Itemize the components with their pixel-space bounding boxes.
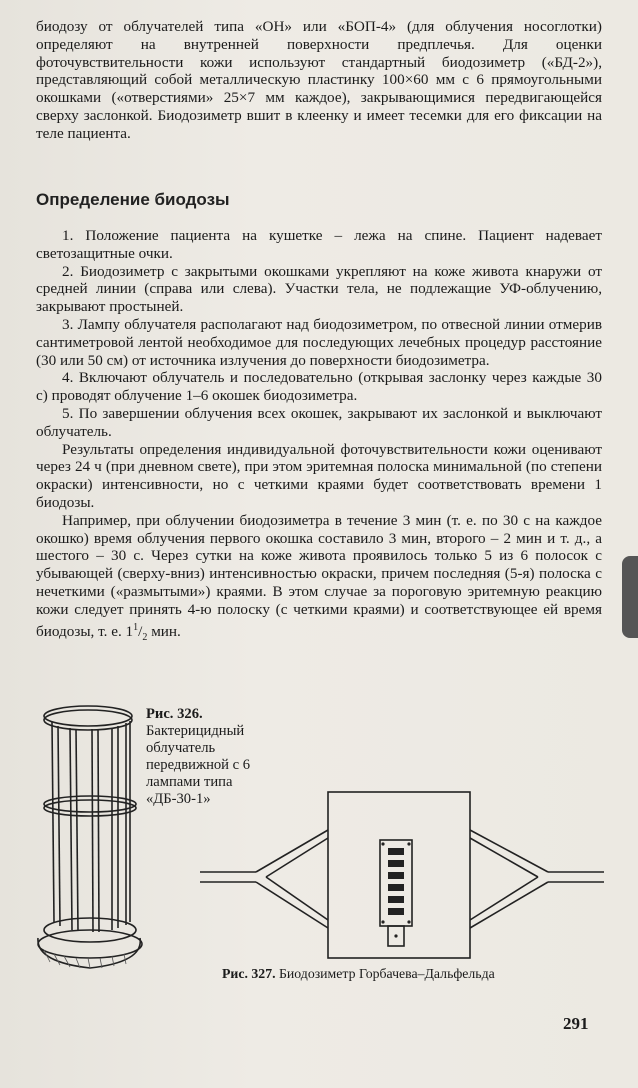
irradiator-illustration xyxy=(30,700,145,985)
step-2: 2. Биодозиметр с закрытыми окошками укрепляют на коже живота кнаружи от средней линии (справа или слева). Участки тела, не подлежащие УФ-облучению, закрывают простыней. xyxy=(36,262,602,316)
figure-327-text: Биодозиметр Горбачева–Дальфельда xyxy=(275,966,495,981)
example-text: Например, при облучении биодозиметра в течение 3 мин (т. е. по 30 с на каждое окошко) время облучения первого окошка составило 3 мин, второго – 2 мин и т. д., а шестого – 30 с. Через сутки на коже живота проявилось только 5 из 6 полосок с убывающей (сверху-вниз) интенсивностью окраски, причем последняя (5-я) полоска с нечеткими («размытыми») краями. В этом случае за пороговую эритемную реакцию кожи следует принять 4-ю полоску (с четкими краями) и соответствующее ей время биодозы, т. е. 1 xyxy=(36,511,602,640)
step-5: 5. По завершении облучения всех окошек, закрывают их заслонкой и выключают облучатель. xyxy=(36,404,602,440)
fraction-denominator: 2 xyxy=(142,631,148,643)
biodosimeter-illustration xyxy=(196,786,608,966)
page-number: 291 xyxy=(563,1014,589,1033)
book-edge-tab xyxy=(622,556,638,638)
intro-paragraph xyxy=(36,18,602,143)
fraction-numerator: 1 xyxy=(133,621,139,633)
results-paragraph: Результаты определения индивидуальной фоточувствительности кожи оценивают через 24 ч (при дневном свете), при этом эритемная полоска минимальной (по степени окраски) интенсивности, но с четкими краями будет соответствовать времени 1 биодозы. xyxy=(36,440,602,511)
figure-327-caption xyxy=(222,966,582,982)
step-3: 3. Лампу облучателя располагают над биодозиметром, по отвесной линии отмерив сантиметровой лентой необходимое для последующих лечебных процедур расстояние (30 или 50 см) от источника излучения до поверхности биодозиметра. xyxy=(36,315,602,369)
figure-326-text: Бактерицидный облучатель передвижной с 6 лампами типа «ДБ-30-1» xyxy=(146,723,251,807)
figure-327-label: Рис. 327. xyxy=(222,966,276,981)
step-1: 1. Положение пациента на кушетке – лежа на спине. Пациент надевает светозащитные очки. xyxy=(36,227,602,262)
figure-326-label: Рис. 326. xyxy=(146,706,203,722)
procedure-steps xyxy=(36,227,602,646)
intro-text: биодозу от облучателей типа «ОН» или «БОП-4» (для облучения носоглотки) определяют на внутренней поверхности предплечья. Для оценки фоточувствительности кожи используют стандартный биодозиметр («БД-2»), представляющий собой металлическую пластинку 100×60 мм с 6 прямоугольными окошками («отверстиями» 25×7 мм каждое), закрывающимися передвигающейся сверху заслонкой. Биодозиметр вшит в клеенку и имеет тесемки для его фиксации на теле пациента. xyxy=(36,18,602,142)
example-tail: мин. xyxy=(147,622,181,640)
example-paragraph: Например, при облучении биодозиметра в течение 3 мин (т. е. по 30 с на каждое окошко) время облучения первого окошка составило 3 мин, второго – 2 мин и т. д., а шестого – 30 с. Через сутки на коже живота проявилось только 5 из 6 полосок с убывающей (сверху-вниз) интенсивностью окраски, причем последняя (5-я) полоска с нечеткими («размытыми») краями. В этом случае за пороговую эритемную реакцию кожи следует принять 4-ю полоску (с четкими краями) и соответствующее ей время биодозы, т. е. $1^1/_2$ мин. xyxy=(36,511,602,643)
section-title: Определение биодозы xyxy=(36,190,230,209)
step-4: 4. Включают облучатель и последовательно (открывая заслонку через каждые 30 с) проводят облучение 1–6 окошек биодозиметра. xyxy=(36,369,602,405)
